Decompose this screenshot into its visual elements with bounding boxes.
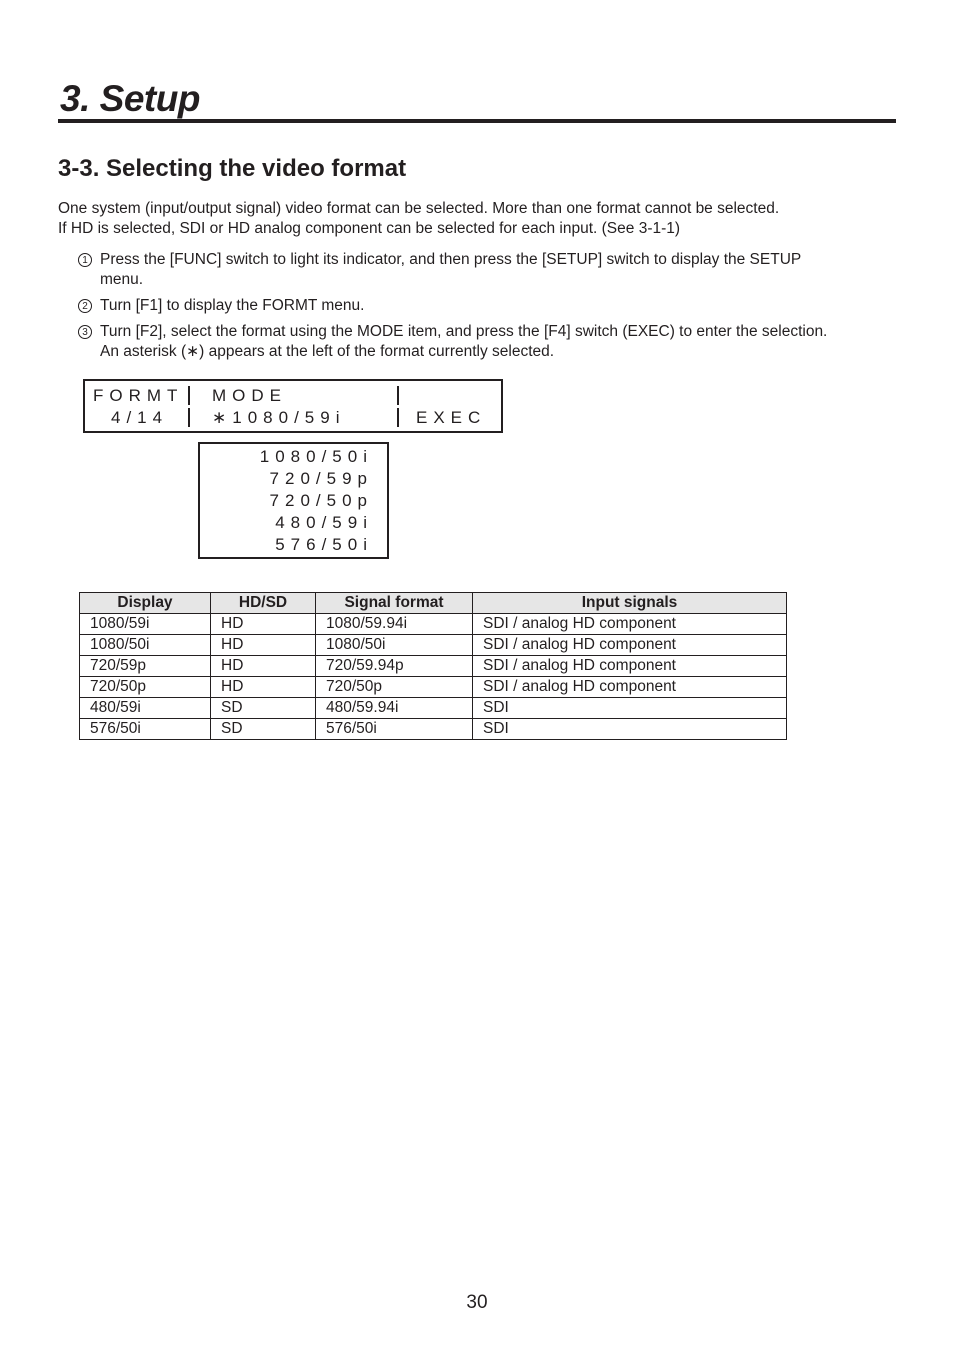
column-header-input-signals: Input signals [473,593,787,614]
table-cell: SDI [473,719,787,740]
table-cell: 720/50p [316,677,473,698]
step-number: 1 [78,253,92,267]
column-header-hd-sd: HD/SD [211,593,316,614]
table-cell: 480/59i [80,698,211,719]
intro-line: One system (input/output signal) video format can be selected. More than one format cannot be selected. [58,200,780,217]
table-cell: SDI / analog HD component [473,635,787,656]
page-number: 30 [466,1292,488,1313]
lcd-separator [188,408,190,427]
table-cell: SDI / analog HD component [473,656,787,677]
lcd-format-option: 480/59i [275,513,373,532]
table-cell: 1080/50i [80,635,211,656]
lcd-exec-label: EXEC [416,408,487,427]
step-1 [78,250,898,290]
table-cell: SD [211,719,316,740]
table-cell: 720/59p [80,656,211,677]
table-cell: 480/59.94i [316,698,473,719]
step-number: 2 [78,299,92,313]
table-header-row [80,593,787,614]
table-cell: 576/50i [80,719,211,740]
table-cell: SDI [473,698,787,719]
chapter-divider [58,119,896,123]
lcd-format-option: 1080/50i [259,447,373,466]
step-text: Press the [FUNC] switch to light its indicator, and then press the [SETUP] switch to display the SETUP [100,251,802,268]
table-cell: 576/50i [316,719,473,740]
step-text: Turn [F2], select the format using the MODE item, and press the [F4] switch (EXEC) to enter the selection. [100,323,828,340]
table-row [80,698,787,719]
lcd-page-number: 4/14 [111,408,169,427]
lcd-format-options [198,442,389,559]
section-title: 3-3. Selecting the video format [58,155,407,182]
lcd-separator [188,386,190,405]
table-row [80,656,787,677]
table-cell: 720/50p [80,677,211,698]
lcd-separator [397,386,399,405]
column-header-signal-format: Signal format [316,593,473,614]
lcd-format-option: 720/59p [269,469,373,488]
table-cell: 1080/59.94i [316,614,473,635]
lcd-menu-name: FORMT [93,386,184,405]
table-cell: SD [211,698,316,719]
column-header-display: Display [80,593,211,614]
step-text: menu. [100,271,144,288]
table-row [80,614,787,635]
table-cell: HD [211,656,316,677]
table-row [80,677,787,698]
table-row [80,719,787,740]
step-text: Turn [F1] to display the FORMT menu. [100,297,365,314]
lcd-mode-value: ∗1080/59i [212,408,346,427]
lcd-display [83,379,503,433]
table-cell: HD [211,614,316,635]
step-text: An asterisk (∗) appears at the left of the format currently selected. [100,343,555,360]
step-number: 3 [78,325,92,339]
chapter-title: 3. Setup [60,78,200,119]
table-cell: HD [211,635,316,656]
lcd-format-option: 576/50i [275,535,373,554]
intro-text [58,199,779,239]
table-cell: SDI / analog HD component [473,614,787,635]
video-format-table [79,592,787,740]
table-cell: 1080/59i [80,614,211,635]
lcd-separator [397,408,399,427]
step-3 [78,322,898,362]
lcd-format-option: 720/50p [269,491,373,510]
table-cell: SDI / analog HD component [473,677,787,698]
intro-line: If HD is selected, SDI or HD analog component can be selected for each input. (See 3-1-1) [58,220,681,237]
step-2 [78,296,898,316]
table-cell: HD [211,677,316,698]
step-list [78,250,898,368]
table-cell: 720/59.94p [316,656,473,677]
lcd-mode-label: MODE [212,386,287,405]
table-cell: 1080/50i [316,635,473,656]
table-row [80,635,787,656]
